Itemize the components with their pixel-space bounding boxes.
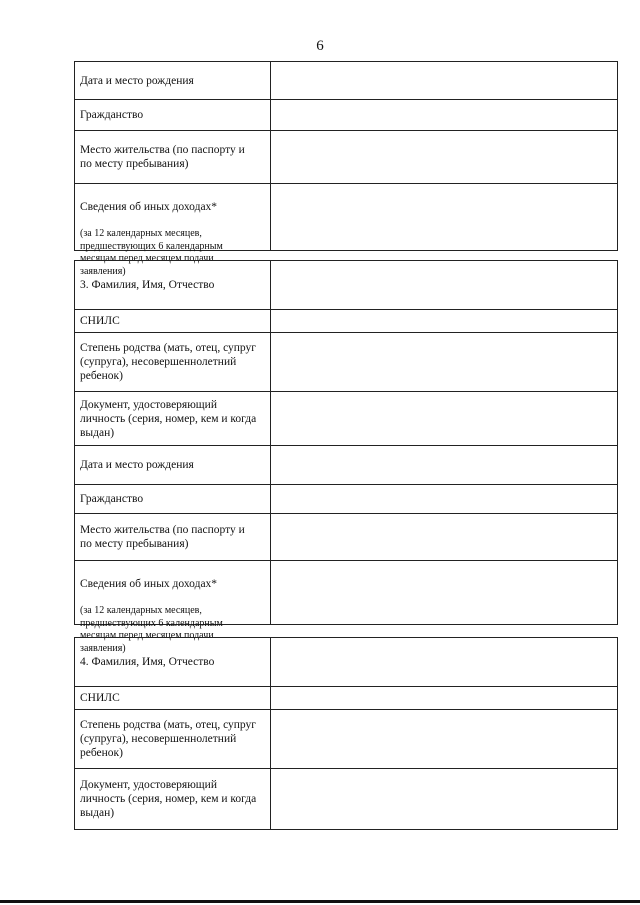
row-label: Дата и место рождения (75, 446, 271, 484)
value-field[interactable] (271, 100, 617, 130)
income-label: Сведения об иных доходах* (80, 578, 218, 590)
income-label: Сведения об иных доходах* (80, 201, 218, 213)
row-label: Документ, удостоверяющий личность (серия, номер, кем и когда выдан) (75, 392, 271, 445)
value-field[interactable] (271, 310, 617, 332)
value-field[interactable] (271, 514, 617, 560)
row-label (75, 561, 271, 654)
income-note: (за 12 календарных месяцев, предшествующих 6 календарным месяцам перед месяцем подачи заявления) (80, 605, 223, 654)
value-field[interactable] (271, 184, 617, 250)
row-relationship (75, 709, 617, 768)
row-residence (75, 130, 617, 183)
row-birth-date-place (75, 62, 617, 99)
value-field[interactable] (271, 333, 617, 391)
value-field[interactable] (271, 261, 617, 309)
row-label: Место жительства (по паспорту и по месту пребывания) (75, 131, 271, 183)
row-other-income (75, 183, 617, 277)
row-label: Место жительства (по паспорту и по месту пребывания) (75, 514, 271, 560)
row-label: Дата и место рождения (75, 62, 271, 99)
value-field[interactable] (271, 446, 617, 484)
form-table-1 (74, 61, 618, 277)
row-label: Степень родства (мать, отец, супруг (супруга), несовершеннолетний ребенок) (75, 333, 271, 391)
income-note: (за 12 календарных месяцев, предшествующих 6 календарным месяцам перед месяцем подачи заявления) (80, 228, 223, 277)
row-birth-date-place (75, 445, 617, 484)
value-field[interactable] (271, 687, 617, 709)
row-label (75, 184, 271, 277)
value-field[interactable] (271, 131, 617, 183)
row-other-income (75, 560, 617, 654)
value-field[interactable] (271, 62, 617, 99)
value-field[interactable] (271, 638, 617, 686)
value-field[interactable] (271, 392, 617, 445)
row-label: 3. Фамилия, Имя, Отчество (75, 261, 271, 309)
row-label: Гражданство (75, 485, 271, 513)
form-table-2 (74, 260, 618, 654)
row-label: Степень родства (мать, отец, супруг (супруга), несовершеннолетний ребенок) (75, 710, 271, 768)
row-label: Гражданство (75, 100, 271, 130)
page-bottom-border (0, 900, 640, 903)
page-number: 6 (316, 38, 324, 54)
row-full-name (75, 261, 617, 309)
value-field[interactable] (271, 710, 617, 768)
row-label: СНИЛС (75, 687, 271, 709)
row-label: 4. Фамилия, Имя, Отчество (75, 638, 271, 686)
form-table-3 (74, 637, 618, 830)
row-relationship (75, 332, 617, 391)
row-full-name (75, 638, 617, 686)
value-field[interactable] (271, 485, 617, 513)
row-citizenship (75, 99, 617, 130)
row-label: Документ, удостоверяющий личность (серия, номер, кем и когда выдан) (75, 769, 271, 829)
value-field[interactable] (271, 561, 617, 624)
value-field[interactable] (271, 769, 617, 829)
row-citizenship (75, 484, 617, 513)
row-snils (75, 309, 617, 332)
row-snils (75, 686, 617, 709)
row-residence (75, 513, 617, 560)
row-identity-document (75, 391, 617, 445)
row-identity-document (75, 768, 617, 829)
row-label: СНИЛС (75, 310, 271, 332)
